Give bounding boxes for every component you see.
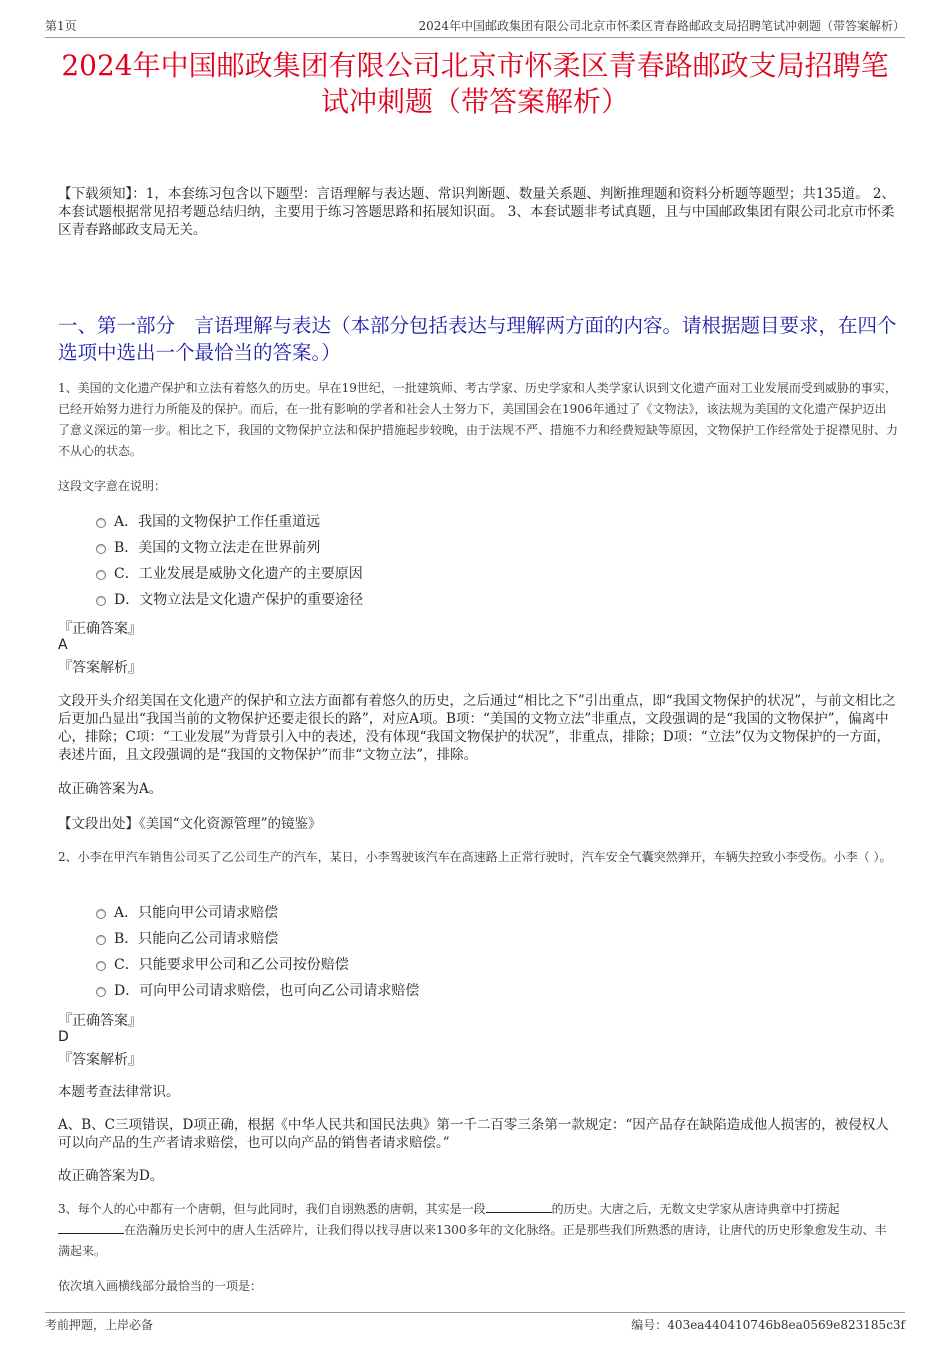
question-3-prompt: 依次填入画横线部分最恰当的一项是： <box>58 1279 263 1293</box>
blank-line <box>58 1221 124 1234</box>
question-1-prompt: 这段文字意在说明： <box>58 479 167 493</box>
footer-code: 编号：403ea440410746b8ea0569e823185c3f <box>631 1318 905 1332</box>
download-notice: 【下载须知】：1，本套练习包含以下题型：言语理解与表达题、常识判断题、数量关系题、判断推理题和资料分析题等题型；共135道。 2、本套试题根据常见招考题总结归纳，主要用于练习答题思路和拓展知识面。 3、本套试题非考试真题，且与中国邮政集团有限公司北京市怀柔区青春路邮政支局无关。 <box>58 186 895 238</box>
page-footer <box>45 1312 905 1334</box>
page-number: 第1页 <box>45 19 77 33</box>
page-header <box>45 14 905 38</box>
option-b[interactable]: B．美国的文物立法走在世界前列 <box>96 534 363 560</box>
analysis-intro: 本题考查法律常识。 <box>58 1084 180 1100</box>
option-d[interactable]: D．文物立法是文化遗产保护的重要途径 <box>96 586 363 612</box>
analysis-text: 文段开头介绍美国在文化遗产的保护和立法方面都有着悠久的历史，之后通过“相比之下”引出重点，即“我国文物保护的状况”，与前文相比之后更加凸显出“我国当前的文物保护还要走很长的路”，对应A项。B项：“美国的文物立法”非重点，文段强调的是“我国的文物保护”，偏离中心，排除；C项：“工业发展”为背景引入中的表述，没有体现“我国文物保护的状况”，非重点，排除；D项：“立法”仅为文物保护的一方面，表述片面，且文段强调的是“我国的文物保护”而非“文物立法”，排除。 <box>58 693 896 763</box>
conclusion-text: 故正确答案为D。 <box>58 1168 164 1184</box>
option-a[interactable]: A．只能向甲公司请求赔偿 <box>96 899 419 925</box>
option-c[interactable]: C．工业发展是威胁文化遗产的主要原因 <box>96 560 363 586</box>
radio-icon[interactable] <box>96 570 106 580</box>
radio-icon[interactable] <box>96 935 106 945</box>
radio-icon[interactable] <box>96 596 106 606</box>
radio-icon[interactable] <box>96 909 106 919</box>
question-2-text: 2、小李在甲汽车销售公司买了乙公司生产的汽车，某日，小李驾驶该汽车在高速路上正常行驶时，汽车安全气囊突然弹开，车辆失控致小李受伤。小李（ ）。 <box>58 850 892 864</box>
radio-icon[interactable] <box>96 544 106 554</box>
answer-label: 『正确答案』 <box>58 621 142 637</box>
footer-slogan: 考前押题，上岸必备 <box>45 1318 154 1332</box>
option-a[interactable]: A．我国的文物保护工作任重道远 <box>96 508 363 534</box>
answer-value: A <box>58 637 68 653</box>
answer-value: D <box>58 1029 69 1045</box>
option-c[interactable]: C．只能要求甲公司和乙公司按份赔偿 <box>96 951 419 977</box>
option-d[interactable]: D．可向甲公司请求赔偿，也可向乙公司请求赔偿 <box>96 977 419 1003</box>
blank-line <box>486 1200 552 1213</box>
document-title: 2024年中国邮政集团有限公司北京市怀柔区青春路邮政支局招聘笔试冲刺题（带答案解析） <box>61 49 889 118</box>
section-heading: 一、第一部分 言语理解与表达（本部分包括表达与理解两方面的内容。请根据题目要求，在四个选项中选出一个最恰当的答案。） <box>58 314 897 364</box>
option-b[interactable]: B．只能向乙公司请求赔偿 <box>96 925 419 951</box>
source-text: 【文段出处】《美国“文化资源管理”的镜鉴》 <box>58 816 322 832</box>
radio-icon[interactable] <box>96 961 106 971</box>
question-1-text: 1、美国的文化遗产保护和立法有着悠久的历史。早在19世纪，一批建筑师、考古学家、历史学家和人类学家认识到文化遗产面对工业发展而受到威胁的事实，已经开始努力进行力所能及的保护。而后，在一批有影响的学者和社会人士努力下，美国国会在1906年通过了《文物法》，该法规为美国的文化遗产保护迈出了意义深远的第一步。相比之下，我国的文物保护立法和保护措施起步较晚，由于法规不严、措施不力和经费短缺等原因，文物保护工作经常处于捉襟见肘、力不从心的状态。 <box>58 381 899 458</box>
question-1-options <box>96 508 363 612</box>
answer-label: 『正确答案』 <box>58 1013 142 1029</box>
radio-icon[interactable] <box>96 518 106 528</box>
radio-icon[interactable] <box>96 987 106 997</box>
question-2-options <box>96 899 419 1003</box>
conclusion-text: 故正确答案为A。 <box>58 781 163 797</box>
analysis-label: 『答案解析』 <box>58 1052 142 1068</box>
analysis-label: 『答案解析』 <box>58 660 142 676</box>
question-3-text: 3、每个人的心中都有一个唐朝，但与此同时，我们自诩熟悉的唐朝，其实是一段 的历史。大唐之后，无数文史学家从唐诗典章中打捞起在浩瀚历史长河中的唐人生活碎片，让我们得以找寻唐以来1300多年的文化脉络。正是那些我们所熟悉的唐诗，让唐代的历史形象愈发生动、丰满起来。 <box>58 1202 887 1258</box>
analysis-text: A、B、C三项错误，D项正确，根据《中华人民共和国民法典》第一千二百零三条第一款规定：“因产品存在缺陷造成他人损害的，被侵权人可以向产品的生产者请求赔偿，也可以向产品的销售者请求赔偿。” <box>58 1117 889 1151</box>
header-doc-title: 2024年中国邮政集团有限公司北京市怀柔区青春路邮政支局招聘笔试冲刺题（带答案解析） <box>418 19 905 33</box>
